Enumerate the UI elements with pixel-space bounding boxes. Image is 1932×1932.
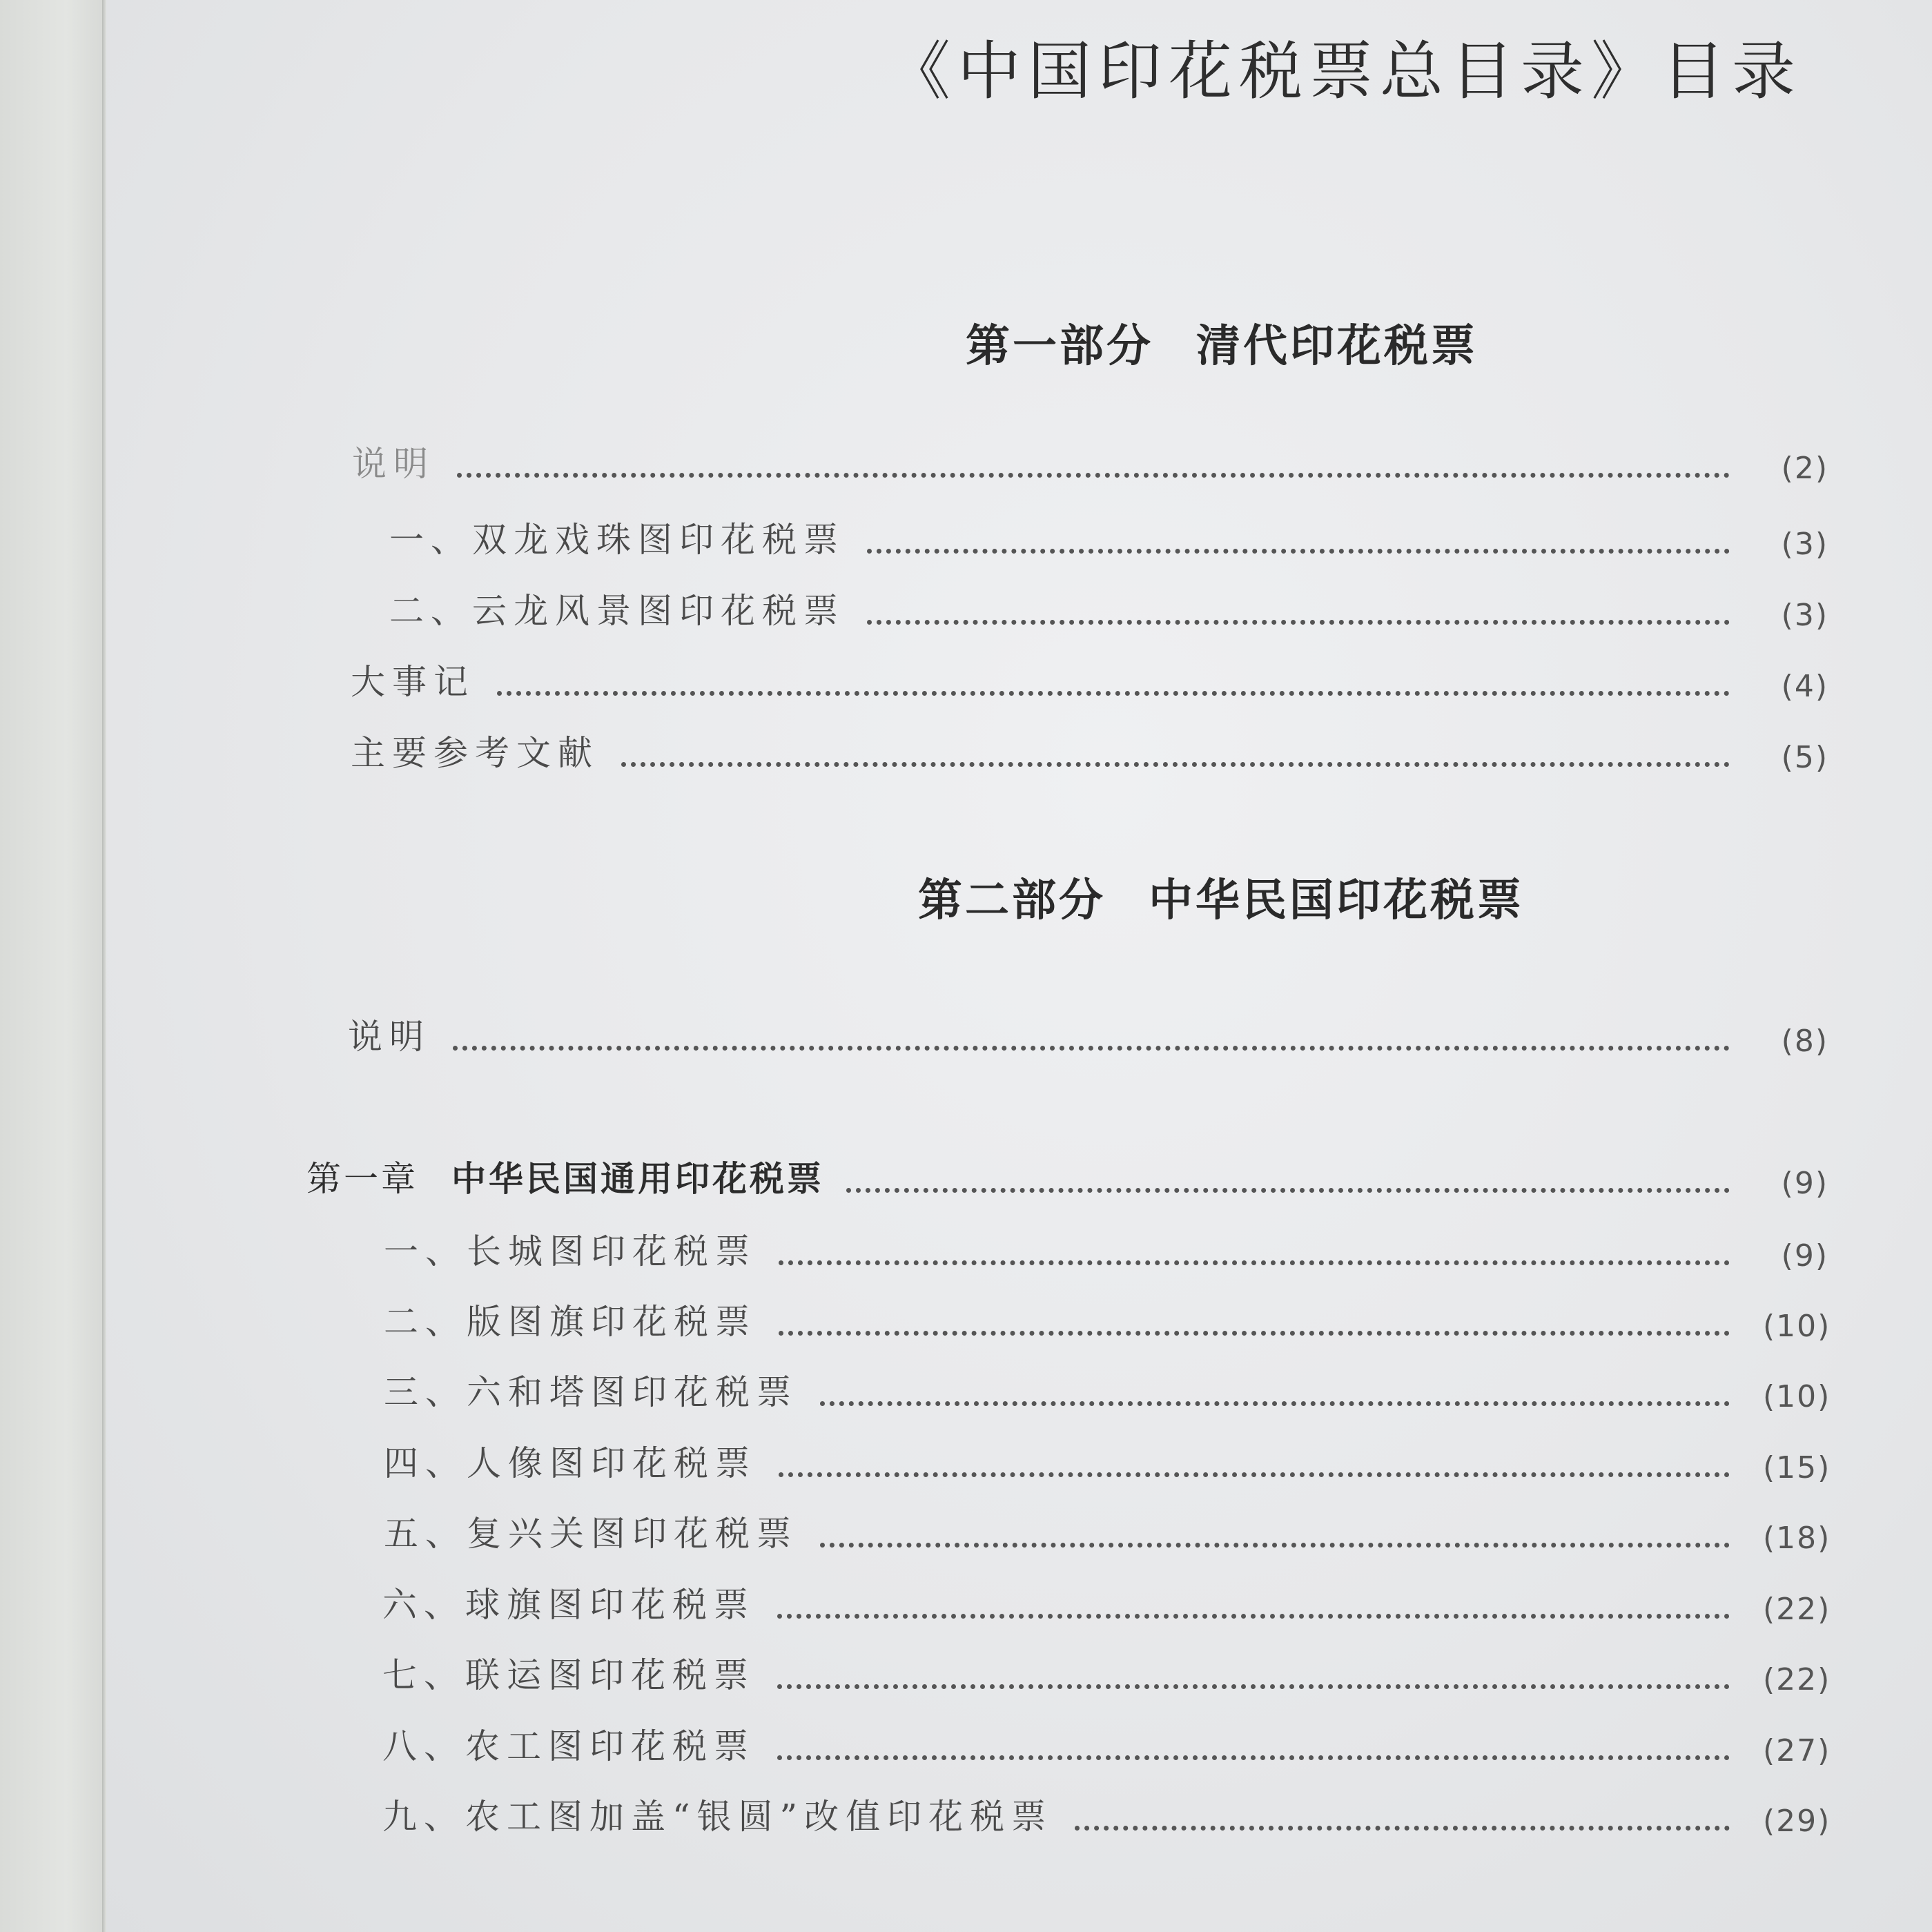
dot-leader [621,762,1730,767]
toc-entry-page: (22) [1763,1662,1831,1697]
toc-entry-page: (22) [1763,1592,1831,1627]
toc-entry[interactable] [384,1436,1831,1485]
toc-entry-label: 二、云龙风景图印花税票 [389,591,845,631]
toc-entry-label: 八、农工图印花税票 [382,1726,755,1766]
dot-leader [820,1401,1730,1406]
dot-leader [777,1614,1730,1619]
toc-entry-label: 五、复兴关图印花税票 [384,1514,798,1554]
dot-leader [453,1046,1730,1051]
toc-entry-page: (15) [1763,1450,1831,1485]
part2-heading [918,865,1524,928]
toc-entry-page: (2) [1781,451,1828,486]
toc-entry[interactable] [382,1648,1831,1697]
toc-entry-page: (9) [1781,1166,1828,1201]
part1-name: 清代印花税票 [1196,321,1478,372]
toc-entry-page: (4) [1781,669,1828,704]
dot-leader [1075,1826,1730,1831]
dot-leader [867,620,1730,625]
toc-entry-page: (9) [1781,1238,1828,1274]
toc-entry[interactable] [352,436,1828,486]
toc-entry[interactable] [384,1365,1831,1414]
part1-heading [966,311,1478,374]
toc-entry-page: (10) [1763,1309,1831,1344]
toc-entry-label: 一、双龙戏珠图印花税票 [389,520,845,560]
toc-entry-label: 主要参考文献 [351,733,599,773]
toc-entry-label: 一、长城图印花税票 [384,1231,757,1271]
chapter-name: 中华民国通用印花税票 [451,1158,824,1199]
toc-entry[interactable] [384,1294,1831,1344]
toc-entry-label: 大事记 [351,662,475,702]
toc-entry-label: 说明 [348,1017,431,1057]
toc-entry[interactable] [382,1719,1831,1768]
toc-entry-page: (18) [1763,1521,1831,1556]
toc-entry-label: 二、版图旗印花税票 [384,1302,757,1342]
dot-leader [497,691,1730,696]
toc-entry[interactable] [348,1009,1828,1059]
part2-number: 第二部分 [918,875,1106,926]
dot-leader [820,1543,1730,1548]
part2-name: 中华民国印花税票 [1149,875,1524,926]
dot-leader [779,1331,1730,1336]
toc-entry[interactable] [389,583,1828,633]
toc-entry-page: (3) [1781,527,1828,562]
toc-entry[interactable] [384,1506,1831,1556]
dot-leader [777,1755,1730,1760]
toc-entry-label: 三、六和塔图印花税票 [384,1372,798,1412]
page-title: 《中国印花税票总目录》目录 [886,35,1802,108]
toc-entry-label: 说明 [352,444,435,484]
dot-leader [867,549,1730,554]
toc-entry-label: 四、人像图印花税票 [384,1443,757,1483]
toc-entry[interactable] [382,1789,1831,1839]
toc-entry-page: (8) [1781,1024,1828,1059]
toc-entry[interactable] [389,512,1828,562]
toc-page [106,0,1932,1932]
toc-entry-page: (27) [1763,1733,1831,1768]
dot-leader [457,473,1730,478]
chapter-number: 第一章 [306,1159,418,1199]
toc-entry[interactable] [384,1224,1828,1274]
toc-entry-label: 九、农工图加盖“银圆”改值印花税票 [382,1797,1053,1837]
toc-chapter-label [306,1151,846,1201]
toc-entry[interactable] [351,654,1828,704]
toc-entry-page: (29) [1763,1804,1831,1839]
toc-entry-label: 七、联运图印花税票 [382,1655,755,1695]
toc-entry-page: (10) [1763,1379,1831,1414]
toc-entry[interactable] [351,725,1828,775]
dot-leader [777,1684,1730,1689]
dot-leader [779,1472,1730,1477]
book-spine [0,0,110,1932]
toc-entry[interactable] [382,1577,1831,1627]
toc-chapter-entry[interactable] [306,1151,1828,1201]
dot-leader [779,1260,1730,1265]
dot-leader [846,1188,1730,1193]
toc-entry-page: (3) [1781,598,1828,633]
part1-number: 第一部分 [966,321,1153,372]
toc-entry-label: 六、球旗图印花税票 [382,1585,755,1625]
toc-entry-page: (5) [1781,740,1828,775]
